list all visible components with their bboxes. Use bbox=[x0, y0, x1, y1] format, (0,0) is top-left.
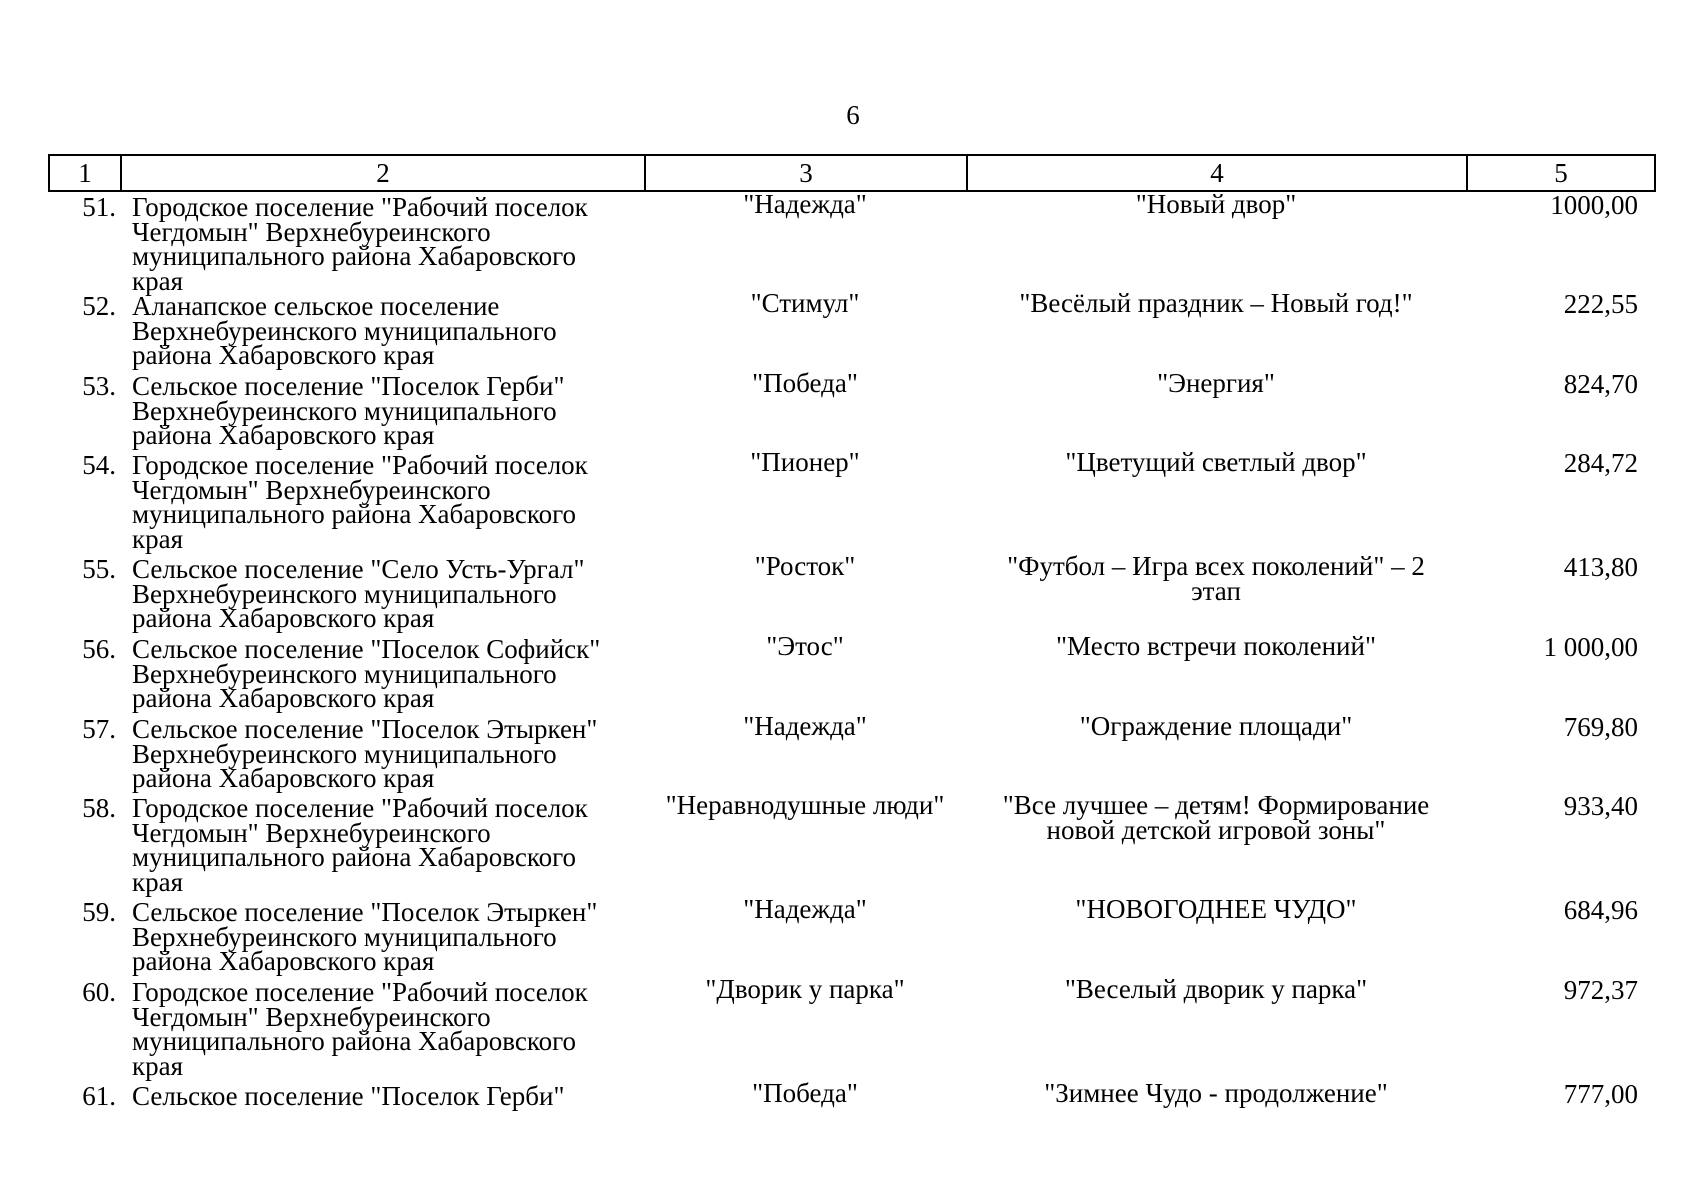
settlement-name-line: Сельское поселение "Поселок Герби" bbox=[132, 371, 565, 401]
organization-name: "Надежда" bbox=[743, 711, 867, 741]
table-body bbox=[48, 189, 1656, 1121]
settlement-name-line: района Хабаровского края bbox=[132, 603, 435, 633]
project-name: "Новый двор" bbox=[1135, 189, 1297, 219]
project-name: "НОВОГОДНЕЕ ЧУДО" bbox=[1075, 894, 1357, 924]
organization-name: "Пионер" bbox=[750, 447, 860, 477]
header-col-5: 5 bbox=[1554, 158, 1568, 188]
project-name: "Все лучшее – детям! Формирование новой детской игровой зоны" bbox=[1002, 790, 1430, 845]
table-row bbox=[48, 711, 1656, 793]
organization-name: "Стимул" bbox=[750, 288, 860, 318]
table-row bbox=[48, 631, 1656, 714]
settlement-name-line: Сельское поселение "Поселок Этыркен" bbox=[132, 897, 598, 927]
settlement-name bbox=[120, 192, 644, 296]
project-name: "Веселый дворик у парка" bbox=[1064, 974, 1368, 1004]
row-number: 55. bbox=[82, 554, 116, 584]
row-number: 61. bbox=[82, 1081, 116, 1111]
project-name: "Место встречи поколений" bbox=[1056, 631, 1376, 661]
grant-amount: 284,72 bbox=[1563, 448, 1638, 478]
settlement-name-line: Городское поселение "Рабочий поселок bbox=[132, 192, 588, 222]
table-header bbox=[48, 154, 1656, 192]
table-row bbox=[48, 551, 1656, 634]
grant-amount: 972,37 bbox=[1563, 975, 1638, 1005]
table-row bbox=[48, 368, 1656, 450]
settlement-name-line: Верхнебуреинского муниципального bbox=[132, 578, 557, 609]
table-row bbox=[48, 447, 1656, 554]
row-number: 59. bbox=[82, 897, 116, 927]
organization-name: "Этос" bbox=[766, 631, 844, 661]
organization-name: "Дворик у парка" bbox=[705, 974, 905, 1004]
settlement-name-line: Сельское поселение "Поселок Этыркен" bbox=[132, 714, 598, 744]
settlement-name-line: Сельское поселение "Село Усть-Ургал" bbox=[132, 554, 585, 584]
organization-name: "Неравнодушные люди" bbox=[665, 790, 945, 820]
settlement-name bbox=[120, 714, 644, 793]
header-col-1: 1 bbox=[50, 156, 122, 190]
header-col-3: 3 bbox=[646, 156, 968, 190]
project-name: "Цветущий светлый двор" bbox=[1065, 447, 1367, 477]
row-number: 60. bbox=[82, 977, 116, 1007]
project-name: "Футбол – Игра всех поколений" – 2 этап bbox=[1007, 551, 1425, 606]
settlement-name-line: Сельское поселение "Поселок Софийск" bbox=[132, 634, 601, 664]
settlement-name bbox=[120, 291, 644, 371]
project-name: "Весёлый праздник – Новый год!" bbox=[1019, 288, 1413, 318]
settlement-name-line: района Хабаровского края bbox=[132, 683, 435, 713]
row-number: 53. bbox=[82, 371, 116, 401]
grant-amount: 222,55 bbox=[1563, 289, 1638, 319]
grant-amount: 769,80 bbox=[1563, 712, 1638, 742]
settlement-name-line: Чегдомын" Верхнебуреинского bbox=[132, 216, 491, 247]
settlement-name-line: района Хабаровского края bbox=[132, 946, 435, 976]
settlement-name-line: района Хабаровского края bbox=[132, 340, 435, 370]
table-row bbox=[48, 1078, 1656, 1121]
organization-name: "Надежда" bbox=[743, 894, 867, 924]
table-row bbox=[48, 189, 1656, 296]
settlement-name-line: Чегдомын" Верхнебуреинского bbox=[132, 474, 491, 505]
settlement-name-line: края bbox=[132, 265, 184, 296]
settlement-name-line: Верхнебуреинского муниципального bbox=[132, 921, 557, 952]
settlement-name-line: муниципального района Хабаровского bbox=[132, 842, 576, 872]
settlement-name-line: Верхнебуреинского муниципального bbox=[132, 315, 557, 346]
row-number: 57. bbox=[82, 714, 116, 744]
table-row bbox=[48, 894, 1656, 977]
row-number: 58. bbox=[82, 793, 116, 823]
settlement-name-line: края bbox=[132, 866, 184, 897]
settlement-name-line: Городское поселение "Рабочий поселок bbox=[132, 793, 588, 823]
settlement-name-line: Городское поселение "Рабочий поселок bbox=[132, 977, 588, 1007]
settlement-name-line: Сельское поселение "Поселок Герби" bbox=[132, 1081, 565, 1111]
header-col-4: 4 bbox=[968, 156, 1468, 190]
settlement-name-line: Верхнебуреинского муниципального bbox=[132, 738, 557, 769]
settlement-name bbox=[120, 793, 644, 897]
settlement-name bbox=[120, 450, 644, 554]
settlement-name-line: муниципального района Хабаровского bbox=[132, 1026, 576, 1056]
organization-name: "Надежда" bbox=[743, 189, 867, 219]
table-row bbox=[48, 288, 1656, 371]
settlement-name-line: Чегдомын" Верхнебуреинского bbox=[132, 817, 491, 848]
row-number: 51. bbox=[82, 192, 116, 222]
settlement-name-line: Верхнебуреинского муниципального bbox=[132, 658, 557, 689]
organization-name: "Победа" bbox=[752, 368, 858, 398]
grant-amount: 933,40 bbox=[1563, 791, 1638, 821]
settlement-name bbox=[120, 554, 644, 634]
header-col-2: 2 bbox=[122, 156, 646, 190]
page-number: 6 bbox=[846, 100, 860, 130]
settlement-name-line: Городское поселение "Рабочий поселок bbox=[132, 450, 588, 480]
settlement-name bbox=[120, 371, 644, 450]
settlement-name-line: Верхнебуреинского муниципального bbox=[132, 395, 557, 426]
settlement-name-line: района Хабаровского края bbox=[132, 763, 435, 793]
settlement-name-line: края bbox=[132, 523, 184, 554]
table-row bbox=[48, 974, 1656, 1081]
settlement-name-line: Аланапское сельское поселение bbox=[132, 291, 500, 321]
settlement-name-line: Чегдомын" Верхнебуреинского bbox=[132, 1001, 491, 1032]
settlement-name bbox=[120, 897, 644, 977]
grant-amount: 684,96 bbox=[1563, 895, 1638, 925]
row-number: 54. bbox=[82, 450, 116, 480]
row-number: 52. bbox=[82, 291, 116, 321]
row-number: 56. bbox=[82, 634, 116, 664]
settlement-name bbox=[120, 977, 644, 1081]
grant-amount: 824,70 bbox=[1563, 369, 1638, 399]
organization-name: "Росток" bbox=[754, 551, 856, 581]
grant-amount: 1000,00 bbox=[1550, 190, 1638, 220]
settlement-name-line: края bbox=[132, 1050, 184, 1081]
grant-amount: 777,00 bbox=[1563, 1079, 1638, 1109]
settlement-name bbox=[120, 634, 644, 714]
settlement-name-line: района Хабаровского края bbox=[132, 420, 435, 450]
grant-amount: 413,80 bbox=[1563, 552, 1638, 582]
project-name: "Зимнее Чудо - продолжение" bbox=[1044, 1078, 1388, 1108]
project-name: "Энергия" bbox=[1157, 368, 1275, 398]
grant-amount: 1 000,00 bbox=[1543, 632, 1638, 662]
project-name: "Ограждение площади" bbox=[1079, 711, 1353, 741]
settlement-name-line: муниципального района Хабаровского bbox=[132, 499, 576, 529]
table-row bbox=[48, 790, 1656, 897]
organization-name: "Победа" bbox=[752, 1078, 858, 1108]
settlement-name bbox=[120, 1081, 644, 1121]
settlement-name-line: муниципального района Хабаровского bbox=[132, 241, 576, 271]
